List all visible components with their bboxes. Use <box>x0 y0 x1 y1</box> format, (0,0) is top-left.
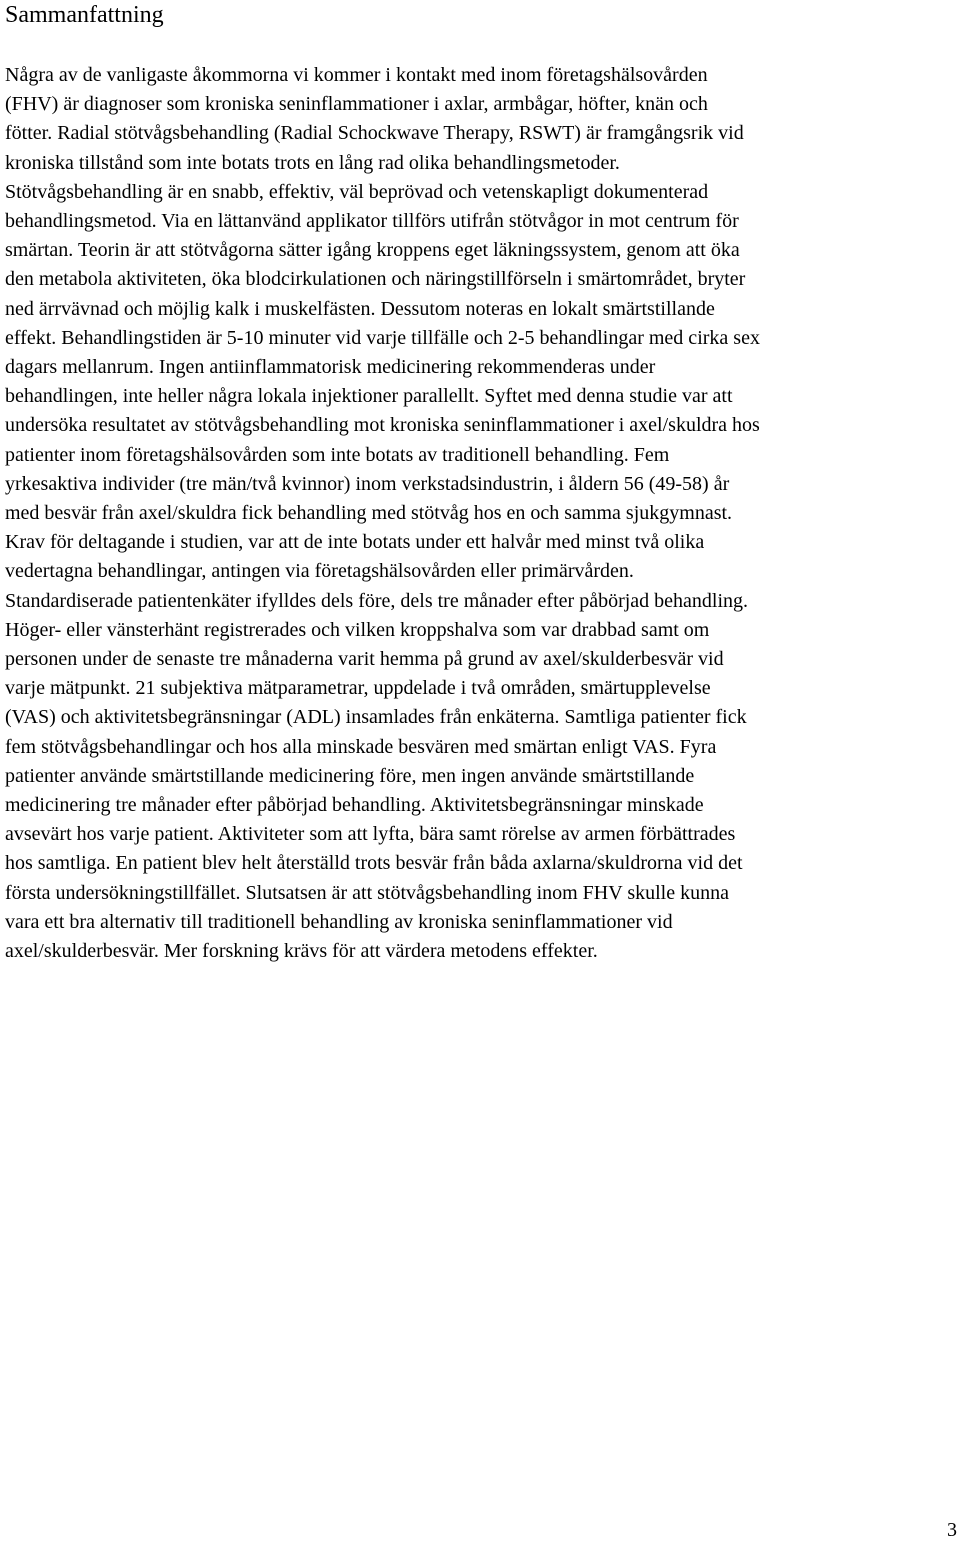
paragraph-line: vara ett bra alternativ till traditionell behandling av kroniska seninflammationer vid <box>5 910 673 933</box>
paragraph-line: med besvär från axel/skuldra fick behandling med stötvåg hos en och samma sjukgymnast. <box>5 502 733 525</box>
summary-paragraph <box>5 61 958 966</box>
paragraph-line: smärtan. Teorin är att stötvågorna sätter igång kroppens eget läkningssystem, genom att öka <box>5 239 740 262</box>
paragraph-line: (FHV) är diagnoser som kroniska seninflammationer i axlar, armbågar, höfter, knän och <box>5 93 708 116</box>
paragraph-line: fem stötvågsbehandlingar och hos alla minskade besvären med smärtan enligt VAS. Fyra <box>5 735 717 758</box>
paragraph-line: behandlingsmetod. Via en lättanvänd applikator tillförs utifrån stötvågor in mot centrum för <box>5 210 739 233</box>
paragraph-line: vedertagna behandlingar, antingen via företagshälsovården eller primärvården. <box>5 560 634 583</box>
section-heading: Sammanfattning <box>5 2 164 28</box>
paragraph-line: ned ärrvävnad och möjlig kalk i muskelfästen. Dessutom noteras en lokalt smärtstillande <box>5 297 715 320</box>
paragraph-line: Standardiserade patientenkäter ifylldes dels före, dels tre månader efter påbörjad behandling. <box>5 589 749 612</box>
page-number: 3 <box>947 1519 957 1541</box>
paragraph-line: Krav för deltagande i studien, var att de inte botats under ett halvår med minst två olika <box>5 531 705 554</box>
paragraph-line: Några av de vanligaste åkommorna vi kommer i kontakt med inom företagshälsovården <box>5 64 708 86</box>
paragraph-line: axel/skulderbesvär. Mer forskning krävs för att värdera metodens effekter. <box>5 940 598 963</box>
paragraph-line: fötter. Radial stötvågsbehandling (Radial Schockwave Therapy, RSWT) är framgångsrik vid <box>5 122 744 145</box>
paragraph-line: Höger- eller vänsterhänt registrerades och vilken kroppshalva som var drabbad samt om <box>5 618 710 641</box>
paragraph-line: Stötvågsbehandling är en snabb, effektiv, väl beprövad och vetenskapligt dokumenterad <box>5 180 709 203</box>
paragraph-line: patienter använde smärtstillande medicinering före, men ingen använde smärtstillande <box>5 764 695 787</box>
paragraph-line: varje mätpunkt. 21 subjektiva mätparametrar, uppdelade i två områden, smärtupplevelse <box>5 677 711 700</box>
paragraph-line: patienter inom företagshälsovården som inte botats av traditionell behandling. Fem <box>5 443 670 466</box>
paragraph-line: effekt. Behandlingstiden är 5-10 minuter vid varje tillfälle och 2-5 behandlingar med cirka sex <box>5 326 760 349</box>
paragraph-line: personen under de senaste tre månaderna varit hemma på grund av axel/skulderbesvär vid <box>5 648 724 671</box>
paragraph-line: hos samtliga. En patient blev helt återställd trots besvär från båda axlarna/skuldrorna vid det <box>5 852 743 875</box>
paragraph-line: behandlingen, inte heller några lokala injektioner parallellt. Syftet med denna studie var att <box>5 385 733 408</box>
paragraph-line: medicinering tre månader efter påbörjad behandling. Aktivitetsbegränsningar minskade <box>5 794 704 817</box>
paragraph-line: (VAS) och aktivitetsbegränsningar (ADL) insamlades från enkäterna. Samtliga patienter fick <box>5 706 747 729</box>
paragraph-line: den metabola aktiviteten, öka blodcirkulationen och näringstillförseln i smärtområdet, bryter <box>5 268 746 291</box>
paragraph-line: yrkesaktiva individer (tre män/två kvinnor) inom verkstadsindustrin, i åldern 56 (49-58) år <box>5 472 730 495</box>
paragraph-line: undersöka resultatet av stötvågsbehandling mot kroniska seninflammationer i axel/skuldra hos <box>5 414 760 437</box>
paragraph-line: dagars mellanrum. Ingen antiinflammatorisk medicinering rekommenderas under <box>5 356 656 379</box>
paragraph-line: avsevärt hos varje patient. Aktiviteter som att lyfta, bära samt rörelse av armen förbättrades <box>5 823 736 846</box>
paragraph-line: första undersökningstillfället. Slutsatsen är att stötvågsbehandling inom FHV skulle kunna <box>5 881 729 904</box>
paragraph-line: kroniska tillstånd som inte botats trots en lång rad olika behandlingsmetoder. <box>5 151 620 174</box>
